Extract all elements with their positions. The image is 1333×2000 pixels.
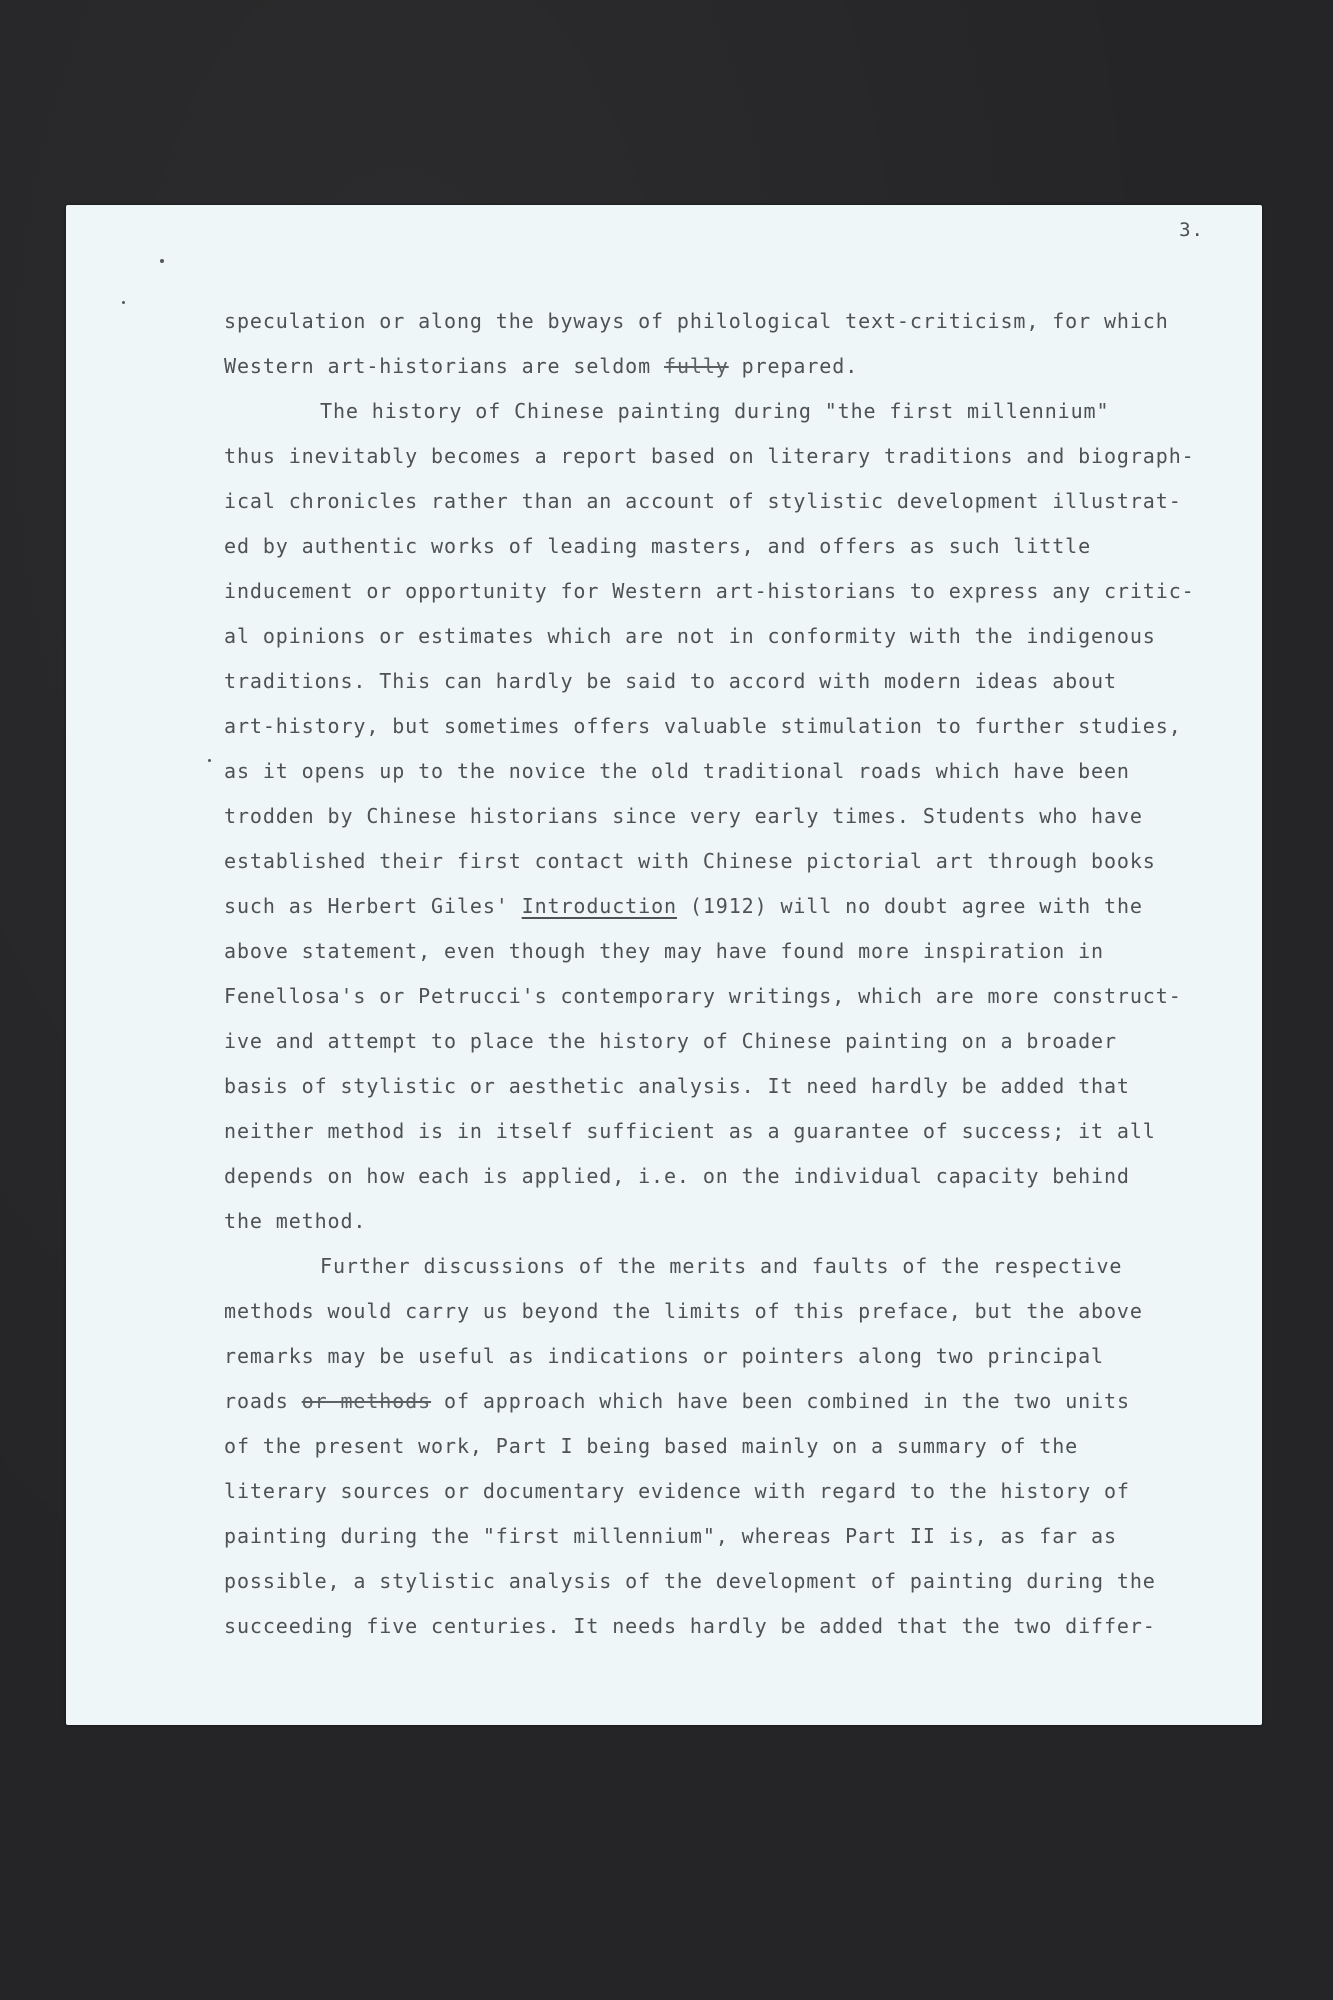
text-line: [224, 1019, 1224, 1064]
text-run: as it opens up to the novice the old traditional roads which have been: [224, 759, 1130, 783]
text-line: [224, 839, 1224, 884]
text-line: [224, 749, 1224, 794]
text-line: [224, 434, 1224, 479]
text-run: ical chronicles rather than an account of stylistic development illustrat-: [224, 489, 1182, 513]
text-line: [224, 1154, 1224, 1199]
body-text: [224, 299, 1224, 1649]
text-run: Western art-historians are seldom: [224, 354, 664, 378]
text-line: [224, 479, 1224, 524]
text-line: [224, 614, 1224, 659]
text-run: ive and attempt to place the history of Chinese painting on a broader: [224, 1029, 1117, 1053]
text-line: [224, 1514, 1224, 1559]
typewritten-page: [66, 205, 1262, 1725]
text-run: neither method is in itself sufficient as a guarantee of success; it all: [224, 1119, 1156, 1143]
text-run: Further discussions of the merits and faults of the respective: [320, 1254, 1123, 1278]
text-run: al opinions or estimates which are not in conformity with the indigenous: [224, 624, 1156, 648]
text-line: [224, 794, 1224, 839]
paper-speck: [208, 759, 211, 762]
paper-speck: [122, 301, 125, 304]
text-line: [224, 929, 1224, 974]
text-run: remarks may be useful as indications or pointers along two principal: [224, 1344, 1104, 1368]
text-run: depends on how each is applied, i.e. on the individual capacity behind: [224, 1164, 1130, 1188]
text-line: [224, 704, 1224, 749]
text-run: (1912) will no doubt agree with the: [676, 894, 1143, 918]
text-line: [224, 884, 1224, 929]
text-run: thus inevitably becomes a report based on literary traditions and biograph-: [224, 444, 1195, 468]
text-line: [224, 524, 1224, 569]
text-line: [224, 1469, 1224, 1514]
text-run: speculation or along the byways of philological text-criticism, for which: [224, 309, 1169, 333]
text-line: [224, 1199, 1224, 1244]
text-run: painting during the "first millennium", whereas Part II is, as far as: [224, 1524, 1117, 1548]
page-number: 3.: [1179, 219, 1204, 241]
text-line: [224, 1109, 1224, 1154]
text-run: methods would carry us beyond the limits of this preface, but the above: [224, 1299, 1143, 1323]
text-run: possible, a stylistic analysis of the development of painting during the: [224, 1569, 1156, 1593]
text-run: The history of Chinese painting during "the first millennium": [320, 399, 1110, 423]
text-run: art-history, but sometimes offers valuable stimulation to further studies,: [224, 714, 1182, 738]
text-line: [224, 389, 1224, 434]
text-run: literary sources or documentary evidence with regard to the history of: [224, 1479, 1130, 1503]
text-run: trodden by Chinese historians since very early times. Students who have: [224, 804, 1143, 828]
text-line: [224, 1424, 1224, 1469]
text-run: succeeding five centuries. It needs hardly be added that the two differ-: [224, 1614, 1156, 1638]
struck-out-text: fully: [664, 354, 729, 378]
text-line: [224, 344, 1224, 389]
text-run: basis of stylistic or aesthetic analysis. It need hardly be added that: [224, 1074, 1130, 1098]
text-run: established their first contact with Chinese pictorial art through books: [224, 849, 1156, 873]
text-line: [224, 974, 1224, 1019]
underlined-title: Introduction: [521, 894, 677, 918]
text-run: traditions. This can hardly be said to accord with modern ideas about: [224, 669, 1117, 693]
text-run: Fenellosa's or Petrucci's contemporary writings, which are more construct-: [224, 984, 1182, 1008]
text-run: of approach which have been combined in the two units: [431, 1389, 1130, 1413]
text-run: of the present work, Part I being based mainly on a summary of the: [224, 1434, 1079, 1458]
text-run: inducement or opportunity for Western art-historians to express any critic-: [224, 579, 1195, 603]
struck-out-text: or methods: [301, 1389, 432, 1413]
text-line: [224, 1064, 1224, 1109]
text-run: prepared.: [728, 354, 859, 378]
text-line: [224, 1604, 1224, 1649]
paper-speck: [160, 259, 164, 263]
text-run: above statement, even though they may have found more inspiration in: [224, 939, 1104, 963]
text-run: such as Herbert Giles': [224, 894, 522, 918]
text-run: ed by authentic works of leading masters, and offers as such little: [224, 534, 1092, 558]
text-line: [224, 1334, 1224, 1379]
text-run: the method.: [224, 1209, 367, 1233]
text-line: [224, 1244, 1224, 1289]
text-line: [224, 299, 1224, 344]
text-line: [224, 1379, 1224, 1424]
text-run: roads: [224, 1389, 302, 1413]
text-line: [224, 1289, 1224, 1334]
text-line: [224, 569, 1224, 614]
text-line: [224, 659, 1224, 704]
text-line: [224, 1559, 1224, 1604]
